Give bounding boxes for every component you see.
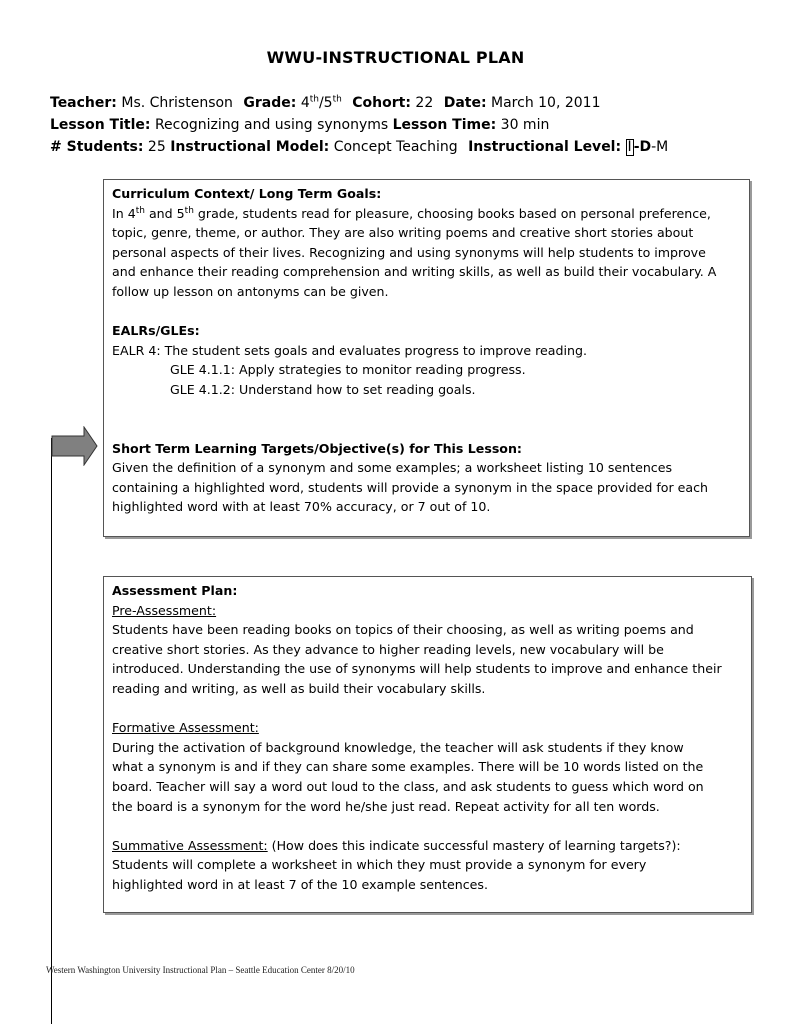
summative-line: highlighted word in at least 7 of the 10 example sentences. (112, 876, 488, 892)
students-label: # Students: (50, 139, 144, 155)
formative-line: the board is a synonym for the word he/she just read. Repeat activity for all ten words. (112, 798, 660, 814)
header-line-1 (50, 95, 601, 111)
grade-a-sup: th (309, 94, 319, 105)
cohort-value: 22 (415, 95, 434, 111)
summative-question: (How does this indicate successful mastery of learning targets?): (267, 837, 681, 853)
pre-line: Students have been reading books on topics of their choosing, as well as writing poems and (112, 622, 694, 638)
lesson-time-value: 30 min (500, 117, 550, 133)
assessment-box (103, 576, 752, 913)
assessment-heading: Assessment Plan: (112, 583, 238, 598)
margin-line (51, 438, 52, 1024)
level-m: -M (651, 139, 669, 155)
ealrs-heading: EALRs/GLEs: (112, 323, 200, 339)
lesson-title-value: Recognizing and using synonyms (154, 117, 389, 133)
footer: Western Washington University Instructional Plan – Seattle Education Center 8/20/10 (46, 965, 355, 975)
teacher-label: Teacher: (50, 95, 117, 111)
pre-assessment-heading: Pre-Assessment: (112, 602, 217, 618)
gle-4-1-2: GLE 4.1.2: Understand how to set reading goals. (170, 381, 476, 397)
lesson-time-label: Lesson Time: (392, 117, 497, 133)
level-label: Instructional Level: (468, 139, 622, 155)
model-value: Concept Teaching (333, 139, 458, 155)
lesson-title-label: Lesson Title: (50, 117, 151, 133)
summative-line: Students will complete a worksheet in which they must provide a synonym for every (112, 857, 647, 873)
curr-in: In 4 (112, 205, 136, 221)
students-value: 25 (147, 139, 166, 155)
teacher-value: Ms. Christenson (121, 95, 233, 111)
grade-label: Grade: (243, 95, 297, 111)
level-i-selected: I (627, 139, 632, 155)
formative-line: During the activation of background knowledge, the teacher will ask students if they know (112, 739, 684, 755)
target-line: containing a highlighted word, students will provide a synonym in the space provided for each (112, 479, 709, 495)
curr-line1-rest: grade, students read for pleasure, choosing books based on personal preference, (193, 205, 711, 221)
target-line: highlighted word with at least 70% accuracy, or 7 out of 10. (112, 499, 491, 515)
date-value: March 10, 2011 (491, 95, 601, 111)
level-d: -D (633, 139, 652, 155)
curriculum-line: personal aspects of their lives. Recognizing and using synonyms will help students to improve (112, 244, 706, 260)
targets-heading: Short Term Learning Targets/Objective(s) for This Lesson: (112, 440, 522, 456)
curriculum-line: and enhance their reading comprehension and writing skills, as well as build their vocabulary. A (112, 264, 717, 280)
summative-heading: Summative Assessment: (112, 837, 268, 853)
grade-a: 4 (300, 95, 310, 111)
formative-line: what a synonym is and if they can share some examples. There will be 10 words listed on the (112, 759, 704, 775)
grade-b-sup: th (332, 94, 342, 105)
pre-line: creative short stories. As they advance to higher reading levels, new vocabulary will be (112, 641, 664, 657)
formative-heading: Formative Assessment: (112, 720, 259, 736)
pre-line: introduced. Understanding the use of synonyms will help students to improve and enhance their (112, 661, 722, 677)
curr-sup2: th (184, 205, 194, 216)
summative-heading-line (112, 836, 745, 856)
gle-4-1-1: GLE 4.1.1: Apply strategies to monitor reading progress. (170, 362, 526, 378)
header-line-3 (50, 139, 668, 156)
goals-box (103, 179, 750, 537)
target-line: Given the definition of a synonym and some examples; a worksheet listing 10 sentences (112, 460, 673, 476)
formative-line: board. Teacher will say a word out loud to the class, and ask students to guess which word on (112, 778, 704, 794)
right-arrow-icon (50, 426, 100, 466)
ealr-4: EALR 4: The student sets goals and evaluates progress to improve reading. (112, 342, 587, 358)
curriculum-line: topic, genre, theme, or author. They are also writing poems and creative short stories about (112, 225, 694, 241)
page-title: WWU-INSTRUCTIONAL PLAN (266, 48, 525, 67)
curriculum-heading: Curriculum Context/ Long Term Goals: (112, 186, 382, 201)
curr-and: and 5 (144, 205, 185, 221)
pre-line: reading and writing, as well as build their vocabulary skills. (112, 680, 486, 696)
curriculum-line-1 (112, 204, 743, 224)
cohort-label: Cohort: (352, 95, 411, 111)
curr-sup1: th (135, 205, 145, 216)
model-label: Instructional Model: (170, 139, 330, 155)
date-label: Date: (443, 95, 487, 111)
curriculum-line: follow up lesson on antonyms can be given. (112, 283, 389, 299)
grade-sep: /5 (318, 95, 333, 111)
header-line-2 (50, 117, 549, 133)
